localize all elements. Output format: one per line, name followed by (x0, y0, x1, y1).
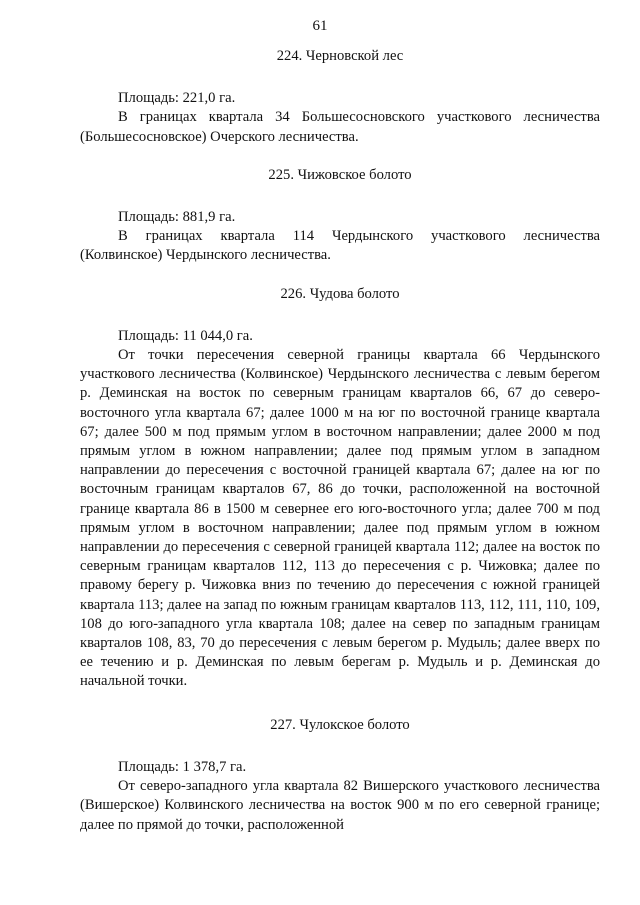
section-227 (80, 716, 600, 835)
document-body (80, 47, 600, 835)
section-225 (80, 166, 600, 266)
area-paragraph: Площадь: 1 378,7 га. (118, 758, 247, 775)
section-heading: 227. Чулокское болото (270, 716, 410, 733)
section-heading: 224. Черновской лес (276, 48, 404, 64)
section-heading: 225. Чижовское болото (268, 166, 412, 183)
area-paragraph: Площадь: 11 044,0 га. (118, 327, 253, 344)
description-paragraph: От северо-западного угла квартала 82 Вишерского участкового лесничества (Вишерское) Колвинского лесничества на восток 900 м по его северной границе; далее по прямой до точки, расположенной (80, 778, 600, 833)
section-224 (80, 47, 600, 147)
area-paragraph: Площадь: 221,0 га. (118, 90, 236, 107)
area-paragraph: Площадь: 881,9 га. (118, 209, 236, 226)
description-paragraph: В границах квартала 114 Чердынского участкового лесничества (Колвинское) Чердынского лесничества. (80, 228, 600, 264)
section-226 (80, 285, 600, 692)
description-paragraph: В границах квартала 34 Большесосновского участкового лесничества (Большесосновское) Очерского лесничества. (80, 109, 600, 145)
section-heading: 226. Чудова болото (280, 285, 400, 302)
description-paragraph: От точки пересечения северной границы квартала 66 Чердынского участкового лесничества (Колвинское) Чердынского лесничества с левым берегом р. Деминская на восток по северным границам кварталов 66, 67 до северо-восточного угла квартала 67; далее 1000 м на юг по восточной границе квартала 67; далее 500 м под прямым углом в восточном направлении; далее 2000 м под прямым углом в южном направлении; далее под прямым углом в западном направлении до пересечения с восточной границей квартала 67; далее на юг по восточным границам кварталов 67, 86 до точки, расположенной на восточной границе квартала 86 в 1500 м севернее его юго-восточного угла; далее 700 м под прямым углом в восточном направлении; далее под прямым углом в южном направлении до пересечения с северной границей квартала 112; далее на восток по северным границам кварталов 112, 113 до пересечения с р. Чижовка; далее по правому берегу р. Чижовка вниз по течению до пересечения с южной границей квартала 113; далее на запад по южным границам кварталов 113, 112, 111, 110, 109, 108 до юго-западного угла квартала 108; далее на север по западным границам кварталов 108, 83, 70 до пересечения с левым берегом р. Мудыль; далее вверх по ее течению и р. Деминская по левым берегам р. Мудыль и р. Деминская до начальной точки. (80, 347, 600, 690)
page-number: 61 (312, 18, 328, 34)
